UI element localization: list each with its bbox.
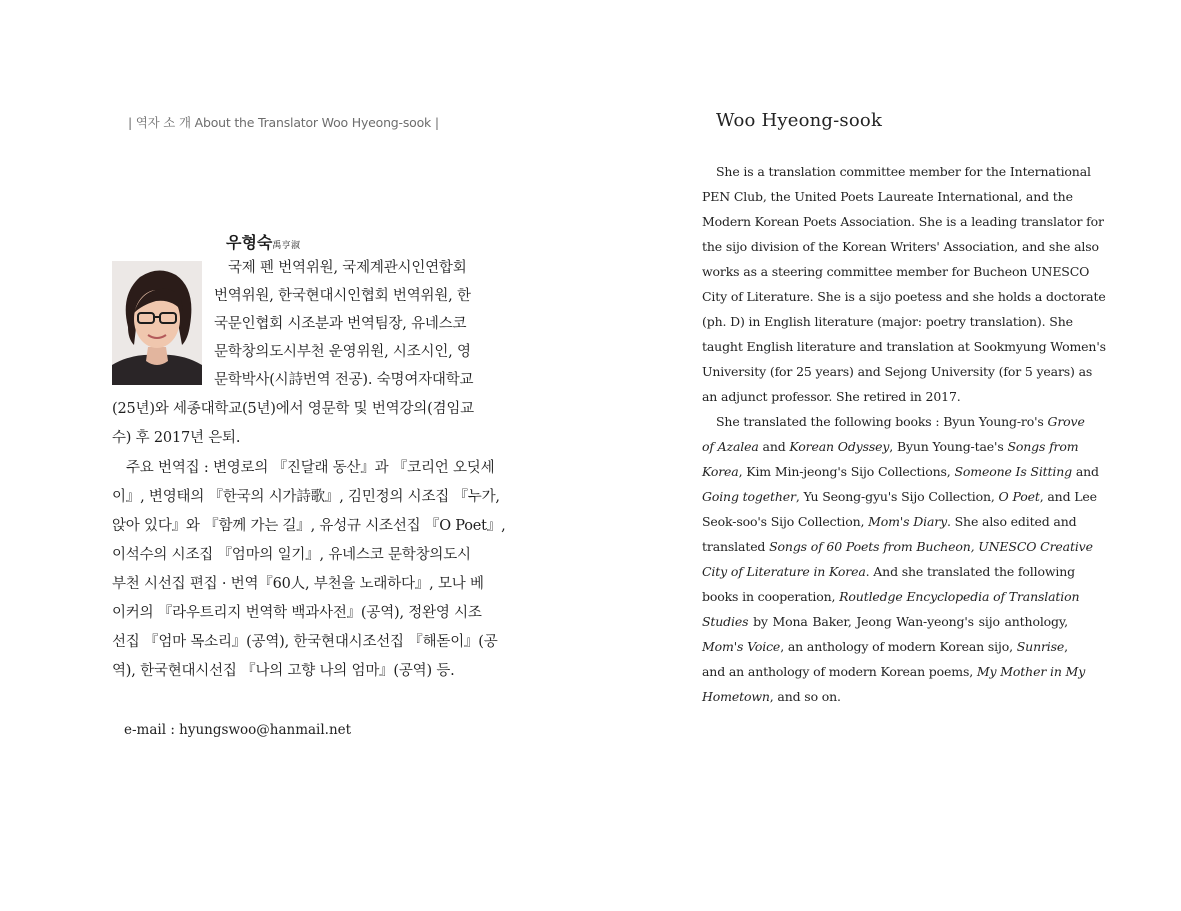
bio-en-line <box>716 159 1091 184</box>
bio-ko-line: 문학창의도시부천 운영위원, 시조시인, 영 <box>214 344 471 360</box>
text-run: translated <box>702 539 770 554</box>
bio-ko-line: 이』, 변영태의 『한국의 시가詩歌』, 김민정의 시조집 『누가, <box>112 489 500 505</box>
book-title: Mom's Voice <box>702 639 781 654</box>
bio-en-line <box>702 659 1086 684</box>
bio-en-line <box>702 534 1093 559</box>
text-run: , an anthology of modern Korean sijo, <box>780 639 1017 654</box>
bio-ko-line: 부천 시선집 편집 · 번역『60人, 부천을 노래하다』, 모나 베 <box>112 576 484 592</box>
bio-ko-line: 수) 후 2017년 은퇴. <box>112 430 241 446</box>
text-run: City of Literature. She is a sijo poetess and she holds a doctorate <box>702 289 1106 304</box>
bio-ko-line: 이커의 『라우트리지 번역학 백과사전』(공역), 정완영 시조 <box>112 605 482 621</box>
text-run: , Byun Young-tae's <box>889 439 1008 454</box>
bio-en-line <box>702 384 1068 409</box>
book-title: Grove <box>1047 414 1085 429</box>
bio-ko-line: 번역위원, 한국현대시인협회 번역위원, 한 <box>214 288 471 304</box>
text-run: books in cooperation, <box>702 589 840 604</box>
book-title: of Azalea <box>702 439 759 454</box>
bio-ko-line: 앉아 있다』와 『함께 가는 길』, 유성규 시조선집 『O Poet』, <box>112 518 506 534</box>
book-title: O Poet <box>998 489 1040 504</box>
text-run: an adjunct professor. She retired in 2017. <box>702 389 961 404</box>
bio-en-line <box>702 334 1106 359</box>
text-run: the sijo division of the Korean Writers' Association, and she also <box>702 239 1099 254</box>
book-title: Songs from <box>1007 439 1079 454</box>
book-title: My Mother in My <box>976 664 1086 679</box>
name-hanja: 禹亨淑 <box>272 241 301 251</box>
bio-ko-line: 문학박사(시詩번역 전공). 숙명여자대학교 <box>214 372 474 388</box>
bio-en-line <box>702 434 1079 459</box>
book-title: Hometown <box>702 689 770 704</box>
text-run: (ph. D) in English literature (major: poetry translation). She <box>702 314 1073 329</box>
book-title: Someone Is Sitting <box>954 464 1073 479</box>
translator-name-en: Woo Hyeong-sook <box>716 110 883 131</box>
text-run: and an anthology of modern Korean poems, <box>702 664 977 679</box>
text-run: taught English literature and translation at Sookmyung Women's <box>702 339 1106 354</box>
bio-en-line <box>702 684 1068 709</box>
text-run: works as a steering committee member for Bucheon UNESCO <box>702 264 1090 279</box>
book-title: City of Literature in Korea <box>702 564 866 579</box>
bio-ko-line: 주요 번역집 : 변영로의 『진달래 동산』과 『코리언 오딧세 <box>126 460 495 476</box>
name-hangul: 우형숙 <box>226 233 273 252</box>
bio-en-line <box>702 459 1099 484</box>
text-run: by Mona Baker, Jeong Wan-yeong's sijo anthology, <box>748 614 1068 629</box>
text-run: , Kim Min-jeong's Sijo Collections, <box>738 464 955 479</box>
book-title: Going together <box>702 489 796 504</box>
text-run: , <box>1064 639 1068 654</box>
bio-ko-line: (25년)와 세종대학교(5년)에서 영문학 및 번역강의(겸임교 <box>112 401 474 417</box>
text-run: Modern Korean Poets Association. She is a leading translator for <box>702 214 1104 229</box>
text-run: University (for 25 years) and Sejong University (for 5 years) as <box>702 364 1093 379</box>
translator-photo <box>112 261 202 385</box>
bio-en-line <box>702 509 1077 534</box>
text-run: , Yu Seong-gyu's Sijo Collection, <box>795 489 999 504</box>
translator-name-ko <box>226 230 300 253</box>
bio-en-line <box>702 609 1068 634</box>
right-page <box>590 0 1181 911</box>
running-header: | 역자 소 개 About the Translator Woo Hyeong-sook | <box>128 115 439 130</box>
bio-en-line <box>716 409 1085 434</box>
left-page <box>0 0 590 911</box>
text-run: . And she translated the following <box>865 564 1076 579</box>
email: e-mail : hyungswoo@hanmail.net <box>124 722 352 738</box>
book-title: Mom's Diary <box>868 514 947 529</box>
bio-en-line <box>702 209 1104 234</box>
text-run: She is a translation committee member for the International <box>716 164 1091 179</box>
bio-en-line <box>702 584 1080 609</box>
text-run: , and Lee <box>1039 489 1097 504</box>
book-title: Korea <box>702 464 739 479</box>
bio-en-line <box>702 284 1106 309</box>
text-run: and <box>758 439 790 454</box>
text-run: She translated the following books : Byun Young-ro's <box>716 414 1048 429</box>
bio-en-line <box>702 184 1073 209</box>
text-run: , and so on. <box>769 689 841 704</box>
text-run: . She also edited and <box>947 514 1077 529</box>
bio-en-line <box>702 234 1099 259</box>
book-title: Routledge Encyclopedia of Translation <box>839 589 1080 604</box>
bio-en-line <box>702 259 1090 284</box>
book-title: Studies <box>702 614 749 629</box>
bio-ko-line: 국문인협회 시조분과 번역팀장, 유네스코 <box>214 316 467 332</box>
bio-ko-line: 역), 한국현대시선집 『나의 고향 나의 엄마』(공역) 등. <box>112 663 455 679</box>
book-title: Sunrise <box>1016 639 1065 654</box>
bio-ko-line: 국제 펜 번역위원, 국제계관시인연합회 <box>228 260 467 276</box>
bio-ko-line: 이석수의 시조집 『엄마의 일기』, 유네스코 문학창의도시 <box>112 547 471 563</box>
bio-en-line <box>702 634 1068 659</box>
text-run: PEN Club, the United Poets Laureate International, and the <box>702 189 1073 204</box>
bio-en-line <box>702 309 1073 334</box>
text-run: and <box>1072 464 1099 479</box>
text-run: Seok-soo's Sijo Collection, <box>702 514 869 529</box>
bio-en-line <box>702 359 1093 384</box>
bio-en-line <box>702 559 1076 584</box>
book-title: Korean Odyssey <box>789 439 890 454</box>
bio-en-line <box>702 484 1097 509</box>
bio-ko-line: 선집 『엄마 목소리』(공역), 한국현대시조선집 『해돋이』(공 <box>112 634 498 650</box>
book-title: Songs of 60 Poets from Bucheon, UNESCO Creative <box>769 539 1093 554</box>
